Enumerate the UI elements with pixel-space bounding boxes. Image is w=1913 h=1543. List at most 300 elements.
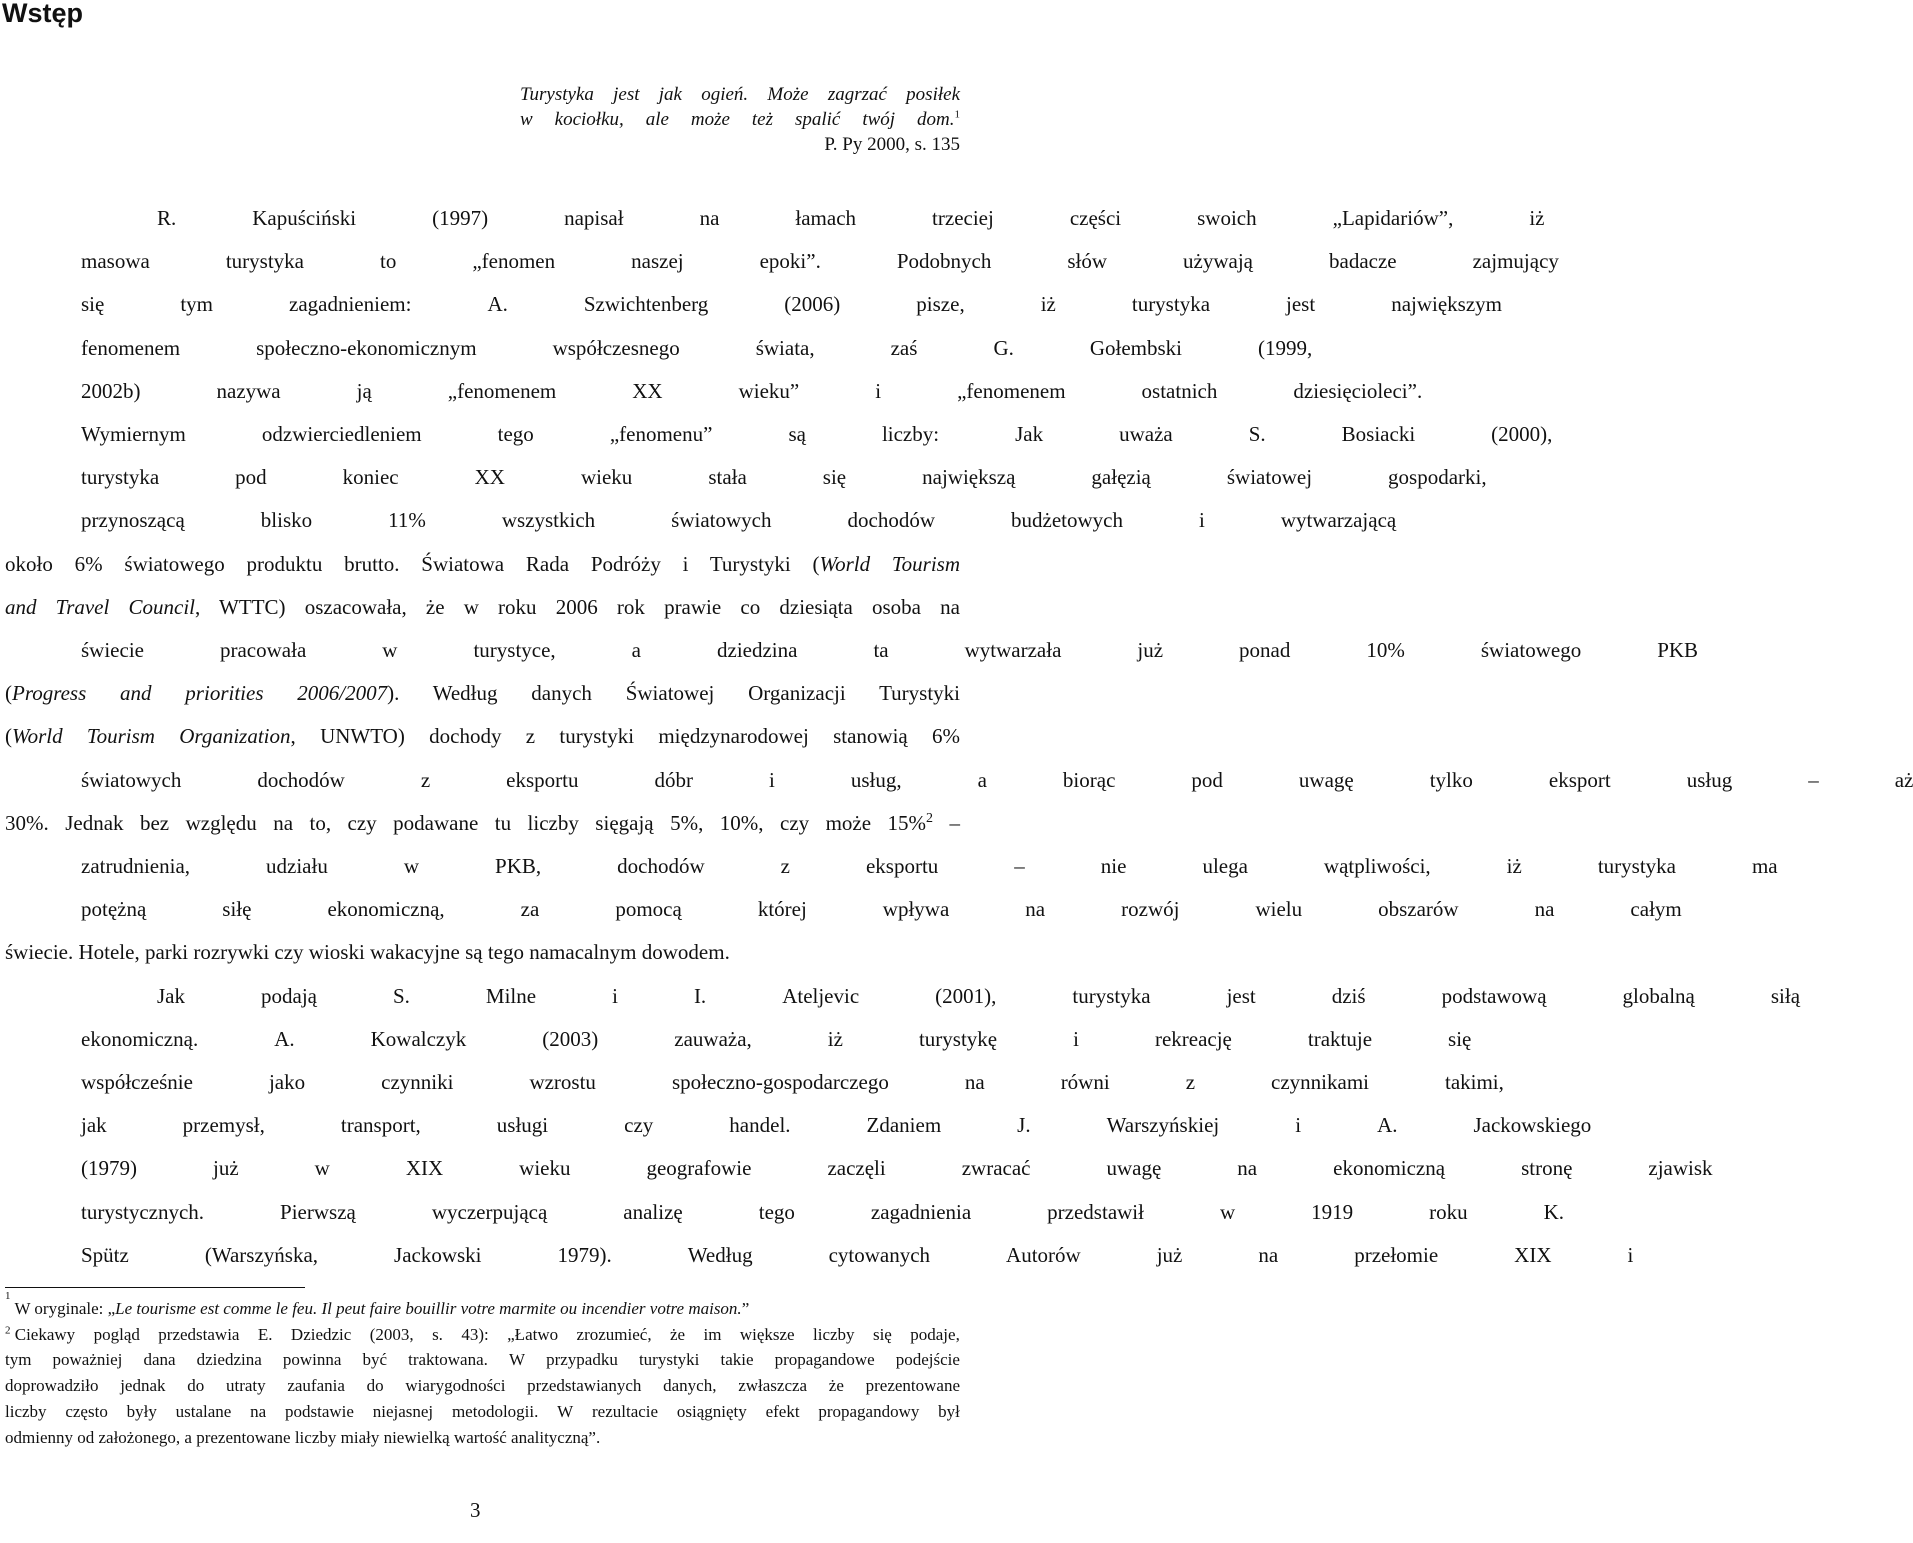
word: zauważa,: [674, 1026, 752, 1051]
word: blisko: [260, 508, 313, 533]
word: wieku”: [738, 378, 800, 403]
word: dochodów: [257, 767, 345, 792]
p1-line-10-text: , WTTC) oszacowała, że w roku 2006 rok prawie co dziesiąta osoba na: [195, 594, 960, 619]
word: zaczęli: [827, 1156, 886, 1181]
word: wielu: [1255, 897, 1303, 922]
word: (2003): [542, 1026, 599, 1051]
p1-line-15-text: 30%. Jednak bez względu na to, czy podawane tu liczby sięgają 5%, 10%, czy może 15%: [5, 810, 927, 835]
word: „fenomen: [472, 249, 556, 274]
word: s.: [432, 1324, 443, 1344]
word: podstawie: [285, 1401, 354, 1421]
p1-line-10: [5, 586, 960, 629]
word: swoich: [1197, 206, 1257, 230]
word: pracowała: [219, 638, 307, 663]
word: turystyka: [1597, 854, 1676, 879]
p1-line-16: [5, 845, 1778, 888]
word: światowej: [1226, 465, 1313, 490]
footnote-2-first: [5, 1322, 75, 1348]
word: są: [788, 422, 806, 447]
word: Pierwszą: [280, 1199, 356, 1224]
word: gałęzią: [1091, 465, 1151, 490]
word: ustalane: [175, 1401, 232, 1421]
p1-line-9: [5, 543, 960, 586]
word: świata,: [755, 335, 815, 360]
word: jak: [81, 1113, 107, 1138]
word: były: [126, 1401, 157, 1421]
word: zjawisk: [1648, 1156, 1713, 1181]
word: i: [1295, 1113, 1302, 1138]
word: globalną: [1622, 983, 1695, 1008]
word: osiągnięty: [676, 1401, 747, 1421]
footnote-1-number: 1: [5, 1290, 11, 1302]
word: współczesnego: [552, 335, 680, 360]
word: turystycznych.: [81, 1199, 205, 1224]
p1-line-4: [5, 327, 1313, 370]
word: podejście: [895, 1350, 960, 1370]
word: i: [612, 983, 618, 1008]
word: turystyka: [225, 249, 304, 274]
footnote-1-close: ”: [741, 1299, 750, 1318]
word: geografowie: [646, 1156, 752, 1181]
p1-line-12-open: (: [5, 681, 12, 706]
word: Szwichtenberg: [583, 292, 709, 317]
word: Jackowskiego: [1473, 1113, 1592, 1138]
word: wieku: [580, 465, 633, 490]
footnote-2-line-2: [5, 1347, 960, 1373]
word: wytwarzała: [964, 638, 1062, 663]
word: przemysł,: [182, 1113, 265, 1138]
word: usług: [1686, 767, 1733, 792]
word: czynniki: [381, 1070, 454, 1095]
word: Gołembski: [1089, 335, 1183, 360]
word: wszystkich: [501, 508, 596, 533]
word: się: [81, 292, 105, 317]
word: do: [187, 1376, 205, 1396]
epigraph: [520, 82, 960, 157]
word: się: [872, 1324, 892, 1344]
footnote-1: [5, 1290, 960, 1322]
word: (1997): [432, 206, 489, 230]
p1-line-18: świecie. Hotele, parki rozrywki czy wioski wakacyjne są tego namacalnym dowodem.: [5, 940, 730, 965]
p2-line-6: [5, 1191, 1565, 1234]
word: powinna: [282, 1350, 342, 1370]
word: transport,: [340, 1113, 421, 1138]
word: świecie: [81, 638, 144, 663]
word: ma: [1751, 854, 1778, 879]
word: (2003,: [369, 1324, 414, 1344]
word: i: [1198, 508, 1205, 533]
word: zaś: [890, 335, 918, 360]
word: i: [1627, 1242, 1634, 1267]
word: że: [669, 1324, 686, 1344]
word: był: [938, 1401, 960, 1421]
word: liczby:: [881, 422, 940, 447]
word: obszarów: [1378, 897, 1459, 922]
p1-line-12-text: ). Według danych Światowej Organizacji Turystyki: [387, 681, 960, 706]
epigraph-source: P. Py 2000, s. 135: [824, 134, 960, 155]
word: Według: [687, 1242, 753, 1267]
word: efekt: [765, 1401, 800, 1421]
p1-line-12: [5, 672, 960, 715]
word: czynnikami: [1271, 1070, 1369, 1095]
word: turystyce,: [473, 638, 556, 663]
word: Podobnych: [896, 249, 992, 274]
word: przypadku: [546, 1350, 618, 1370]
word: światowych: [81, 767, 182, 792]
paragraph-2: [5, 975, 1801, 1277]
word: biorąc: [1062, 767, 1116, 792]
word: dziś: [1331, 983, 1366, 1008]
word: XX: [474, 465, 505, 490]
word: odzwierciedleniem: [261, 422, 422, 447]
footnote-separator: [5, 1287, 305, 1288]
section-heading: Wstęp: [2, 0, 83, 28]
word: takimi,: [1444, 1070, 1504, 1095]
word: W: [508, 1350, 526, 1370]
footnote-1-quote: Le tourisme est comme le feu. Il peut faire bouillir votre marmite ou incendier votre maison.: [115, 1299, 742, 1318]
word: Autorów: [1006, 1242, 1081, 1267]
word: tego: [758, 1199, 795, 1224]
word: Jak: [1015, 422, 1044, 447]
p2-line-1: [5, 975, 1801, 1018]
word: 43):: [461, 1324, 489, 1344]
footnote-2-line-4: [5, 1399, 960, 1425]
word: R.: [157, 206, 177, 230]
word: S.: [392, 983, 410, 1008]
word: (2000),: [1491, 422, 1553, 447]
word: „Lapidariów”,: [1332, 206, 1454, 230]
word: wiarygodności: [405, 1376, 506, 1396]
word: S.: [1248, 422, 1266, 447]
word: to: [379, 249, 397, 274]
word: Kapuściński: [252, 206, 357, 230]
word: trzeciej: [932, 206, 994, 230]
word: I.: [693, 983, 707, 1008]
word: współcześnie: [81, 1070, 193, 1095]
footnote-ref-2[interactable]: 2: [926, 810, 934, 826]
paragraph-1: [5, 197, 1913, 975]
word: liczby: [5, 1401, 47, 1421]
word: utraty: [225, 1376, 266, 1396]
word: Zdaniem: [866, 1113, 942, 1138]
word: (1979): [81, 1156, 137, 1181]
word: liczby: [813, 1324, 855, 1344]
p1-line-13-open: (: [5, 724, 12, 749]
word: usług,: [850, 767, 902, 792]
word: epoki”.: [759, 249, 821, 274]
word: prezentowane: [865, 1376, 960, 1396]
word: się: [822, 465, 847, 490]
word: podaje,: [910, 1324, 960, 1344]
word: XIX: [1514, 1242, 1552, 1267]
word: przedstawianych: [527, 1376, 642, 1396]
word: 11%: [388, 508, 426, 533]
word: z: [420, 767, 431, 792]
word: rozwój: [1121, 897, 1180, 922]
word: na: [1258, 1242, 1279, 1267]
word: 1979).: [557, 1242, 612, 1267]
word: z: [1185, 1070, 1196, 1095]
word: pomocą: [615, 897, 682, 922]
word: ostatnich: [1141, 378, 1218, 403]
word: analizę: [623, 1199, 683, 1224]
p1-line-9-text: około 6% światowego produktu brutto. Światowa Rada Podróży i Turystyki (: [5, 551, 820, 576]
word: wyczerpującą: [431, 1199, 548, 1224]
word: tego: [497, 422, 534, 447]
word: części: [1069, 206, 1122, 230]
word: światowych: [671, 508, 772, 533]
word: zwłaszcza: [738, 1376, 808, 1396]
word: uwagę: [1298, 767, 1354, 792]
word: 10%: [1366, 638, 1405, 663]
p1-line-12-italic: Progress and priorities 2006/2007: [12, 681, 388, 706]
word: jednak: [120, 1376, 166, 1396]
footnote-2-line-5: odmienny od założonego, a prezentowane liczby miały niewielką wartość analityczną”.: [5, 1427, 601, 1447]
p1-line-2: [5, 240, 1559, 283]
word: turystyka: [1072, 983, 1151, 1008]
word: Ateljevic: [782, 983, 860, 1008]
word: już: [1137, 638, 1164, 663]
p2-line-2: [5, 1018, 1472, 1061]
word: Bosiacki: [1341, 422, 1416, 447]
word: na: [250, 1401, 267, 1421]
word: tym: [5, 1350, 32, 1370]
word: zaufania: [287, 1376, 345, 1396]
word: poważniej: [52, 1350, 123, 1370]
word: jest: [1226, 983, 1256, 1008]
word: w: [403, 854, 420, 879]
p1-line-13-italic: World Tourism Organization: [12, 724, 291, 749]
word: A.: [1377, 1113, 1398, 1138]
p1-line-14: [5, 759, 1913, 802]
word: tylko: [1429, 767, 1473, 792]
p2-line-5: [5, 1147, 1713, 1190]
word: często: [65, 1401, 108, 1421]
p2-line-3: [5, 1061, 1504, 1104]
word: wieku: [519, 1156, 571, 1181]
word: PKB: [1657, 638, 1699, 663]
word: i: [1073, 1026, 1079, 1051]
word: jako: [268, 1070, 306, 1095]
word: słów: [1067, 249, 1108, 274]
footnote-2-first-word: Ciekawy: [14, 1324, 76, 1344]
word: pogląd: [93, 1324, 140, 1344]
word: eksport: [1548, 767, 1611, 792]
p1-line-9-italic: World Tourism: [819, 551, 960, 576]
word: 2002b): [81, 378, 141, 403]
word: Kowalczyk: [370, 1026, 467, 1051]
p1-line-8: [5, 499, 1397, 542]
p1-line-10-italic: and Travel Council: [5, 594, 196, 619]
word: „Łatwo: [507, 1324, 559, 1344]
word: na: [1534, 897, 1555, 922]
p1-line-1: [5, 197, 1545, 240]
word: usługi: [496, 1113, 549, 1138]
word: Jak: [157, 983, 185, 1008]
word: zatrudnienia,: [81, 854, 191, 879]
word: aż: [1894, 767, 1913, 792]
p1-line-13: [5, 715, 960, 758]
word: XIX: [405, 1156, 444, 1181]
word: cytowanych: [828, 1242, 931, 1267]
word: traktowana.: [408, 1350, 488, 1370]
word: jest: [1286, 292, 1316, 317]
word: dana: [143, 1350, 176, 1370]
word: nazywa: [216, 378, 281, 403]
word: napisał: [564, 206, 624, 230]
word: „fenomenem: [957, 378, 1066, 403]
p1-line-7: [5, 456, 1487, 499]
word: danych,: [663, 1376, 717, 1396]
word: Wymiernym: [81, 422, 186, 447]
word: największym: [1391, 292, 1502, 317]
word: że: [828, 1376, 844, 1396]
p1-line-11: [5, 629, 1699, 672]
word: iż: [1040, 292, 1056, 317]
word: rekreację: [1154, 1026, 1232, 1051]
word: zagadnienia: [870, 1199, 972, 1224]
word: ponad: [1239, 638, 1291, 663]
word: –: [1014, 854, 1025, 879]
word: badacze: [1329, 249, 1397, 274]
footnotes: [5, 1290, 960, 1450]
word: dochodów: [617, 854, 705, 879]
word: iż: [1506, 854, 1522, 879]
epigraph-line-2: [520, 107, 960, 132]
page-number: 3: [470, 1498, 481, 1522]
word: większe: [739, 1324, 795, 1344]
word: wpływa: [882, 897, 950, 922]
word: podstawową: [1441, 983, 1547, 1008]
word: W: [557, 1401, 574, 1421]
p1-line-5: [5, 370, 1423, 413]
word: zagadnieniem:: [289, 292, 412, 317]
word: naszej: [631, 249, 684, 274]
word: na: [964, 1070, 985, 1095]
footnote-2-line-3: [5, 1373, 960, 1399]
word: Spütz: [81, 1242, 129, 1267]
word: „fenomenu”: [609, 422, 713, 447]
word: stała: [708, 465, 747, 490]
word: G.: [993, 335, 1014, 360]
word: ta: [873, 638, 889, 663]
word: w: [382, 638, 398, 663]
word: propagandowy: [818, 1401, 920, 1421]
word: już: [213, 1156, 239, 1181]
footnote-2-line-1: [5, 1322, 960, 1348]
word: budżetowych: [1011, 508, 1123, 533]
word: 1919: [1311, 1199, 1354, 1224]
p1-line-3: [5, 283, 1502, 326]
p1-line-6: [5, 413, 1553, 456]
word: J.: [1017, 1113, 1031, 1138]
word: w: [314, 1156, 330, 1181]
word: ekonomiczną: [1333, 1156, 1446, 1181]
word: a: [977, 767, 987, 792]
word: być: [362, 1350, 388, 1370]
word: siłą: [1770, 983, 1801, 1008]
epigraph-line-2-text: w kociołku, ale może też spalić twój dom.: [520, 109, 955, 130]
word: siłę: [222, 897, 252, 922]
p2-line-7: [5, 1234, 1634, 1277]
word: handel.: [729, 1113, 791, 1138]
word: XX: [632, 378, 663, 403]
word: używają: [1183, 249, 1253, 274]
footnote-2-number: 2: [5, 1324, 11, 1337]
word: turystykę: [918, 1026, 998, 1051]
p1-line-17: [5, 888, 1682, 931]
word: wytwarzającą: [1280, 508, 1397, 533]
word: na: [1025, 897, 1046, 922]
word: wzrostu: [529, 1070, 596, 1095]
word: takie: [720, 1350, 754, 1370]
word: (2001),: [935, 983, 997, 1008]
word: na: [1237, 1156, 1258, 1181]
word: pisze,: [916, 292, 965, 317]
word: metodologii.: [451, 1401, 539, 1421]
epigraph-line-1: Turystyka jest jak ogień. Może zagrzać posiłek: [520, 84, 960, 105]
word: ulega: [1202, 854, 1248, 879]
word: największą: [922, 465, 1016, 490]
word: dziedzina: [717, 638, 798, 663]
word: nie: [1100, 854, 1127, 879]
word: przedstawił: [1047, 1199, 1144, 1224]
footnote-ref-1[interactable]: 1: [954, 108, 960, 121]
footnote-1-intro: W oryginale: „: [10, 1299, 116, 1318]
word: Warszyńskiej: [1106, 1113, 1220, 1138]
word: potężną: [81, 897, 147, 922]
p1-line-15-dash: –: [933, 810, 961, 835]
word: E.: [257, 1324, 273, 1344]
word: Milne: [485, 983, 537, 1008]
word: uwagę: [1106, 1156, 1162, 1181]
word: przedstawia: [158, 1324, 240, 1344]
word: czy: [624, 1113, 654, 1138]
word: koniec: [342, 465, 399, 490]
word: z: [780, 854, 790, 879]
word: Dziedzic: [290, 1324, 352, 1344]
word: PKB,: [495, 854, 542, 879]
word: turystyka: [1131, 292, 1211, 317]
word: przynoszącą: [81, 508, 185, 533]
word: –: [1808, 767, 1819, 792]
word: światowego: [1480, 638, 1582, 663]
word: całym: [1630, 897, 1682, 922]
word: i: [875, 378, 882, 403]
word: dochodów: [847, 508, 935, 533]
word: turystyki: [638, 1350, 700, 1370]
word: której: [757, 897, 807, 922]
word: ekonomiczną.: [81, 1026, 199, 1051]
word: łamach: [795, 206, 857, 230]
p2-line-4: [5, 1104, 1592, 1147]
word: (1999,: [1258, 335, 1313, 360]
word: uważa: [1119, 422, 1173, 447]
word: rezultacie: [592, 1401, 659, 1421]
word: już: [1156, 1242, 1183, 1267]
word: iż: [827, 1026, 843, 1051]
word: gospodarki,: [1388, 465, 1487, 490]
word: przełomie: [1354, 1242, 1439, 1267]
word: społeczno-gospodarczego: [671, 1070, 889, 1095]
word: fenomenem: [81, 335, 181, 360]
word: dziedzina: [196, 1350, 262, 1370]
word: i: [768, 767, 775, 792]
word: równi: [1060, 1070, 1110, 1095]
word: podają: [261, 983, 317, 1008]
word: pod: [1191, 767, 1223, 792]
word: niejasnej: [372, 1401, 434, 1421]
